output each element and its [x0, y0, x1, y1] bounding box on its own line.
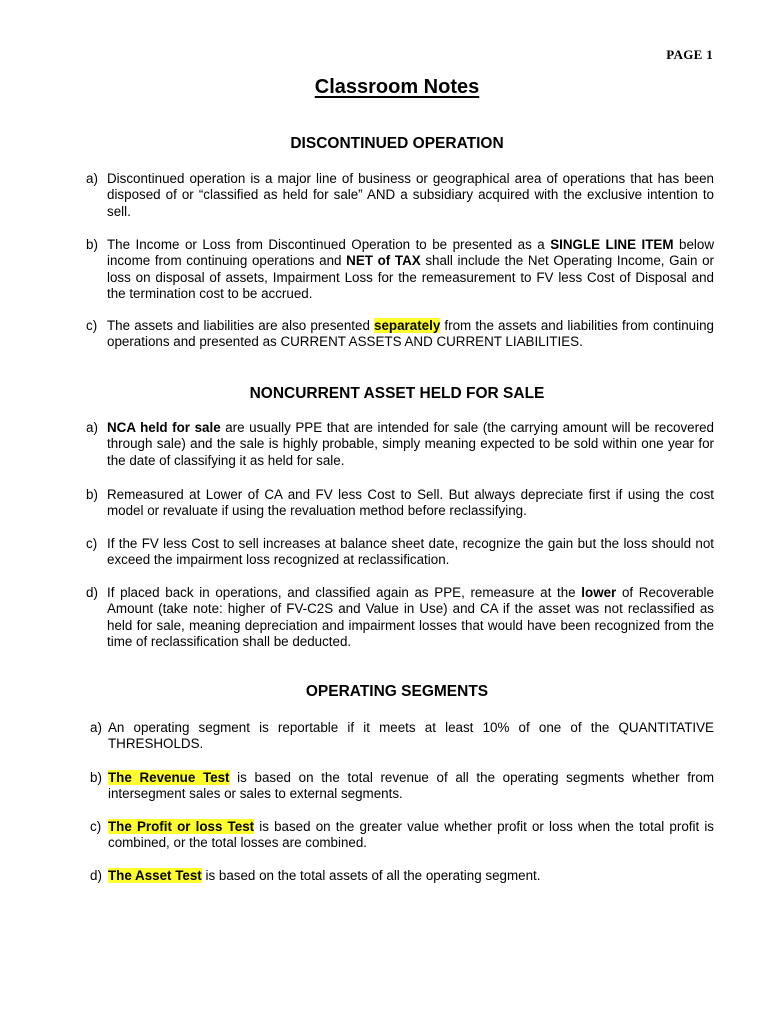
page-number: PAGE 1 — [666, 47, 713, 62]
item-label: c) — [90, 819, 102, 834]
text-run: Discontinued operation is a major line of business or geographical area of operations that has been disposed of or “classified as held for sale” AND a subsidiary acquired with the exclusive intention to sell. — [107, 171, 714, 219]
text-run: If the FV less Cost to sell increases at balance sheet date, recognize the gain but the loss should not exceed the impairment loss recognized at reclassification. — [107, 536, 714, 568]
item-text — [107, 487, 714, 520]
text-run: The Income or Loss from Discontinued Operation to be presented as a — [107, 237, 551, 252]
text-run: below income from continuing operations and — [107, 237, 714, 269]
text-run: of Recoverable Amount (take note: higher of FV-C2S and Value in Use) and CA if the asset was not reclassified as held for sale, meaning depreciation and impairment losses that would have been recognized from the time of reclassification shall be deducted. — [107, 585, 714, 650]
list-item — [86, 318, 714, 351]
text-run: Remeasured at Lower of CA and FV less Cost to Sell. But always depreciate first if using the cost model or revaluate if using the revaluation method before reclassifying. — [107, 487, 714, 519]
list-item — [90, 868, 714, 884]
item-text — [107, 420, 714, 469]
list-item — [90, 770, 714, 803]
item-label: b) — [86, 237, 98, 252]
item-text — [108, 868, 714, 884]
item-label: d) — [86, 585, 98, 600]
item-label: c) — [86, 536, 98, 551]
list-item — [90, 819, 714, 852]
bold-text: NET of TAX — [346, 253, 421, 269]
list-item — [90, 720, 714, 753]
highlighted-text: The Revenue Test — [108, 770, 230, 785]
text-run: shall include the Net Operating Income, Gain or loss on disposal of assets, Impairment Loss for the remeasurement to FV less Cost of Disposal and the termination cost to be accrued. — [107, 253, 714, 302]
page-title: Classroom Notes — [314, 76, 480, 98]
text-run: are usually PPE that are intended for sale (the carrying amount will be recovered through sale) and the sale is highly probable, simply meaning expected to be sold within one year for the date of classifying it as held for sale. — [107, 420, 714, 468]
text-run: is based on the total revenue of all the operating segments whether from intersegment sales or sales to external segments. — [108, 770, 714, 802]
item-label: d) — [90, 868, 102, 883]
section-heading-operating-segments: OPERATING SEGMENTS — [305, 683, 489, 700]
item-label: b) — [86, 487, 98, 502]
list-item — [86, 536, 714, 569]
item-text — [108, 720, 714, 753]
item-label: b) — [90, 770, 102, 785]
list-item — [86, 420, 714, 469]
section-heading-discontinued-operation: DISCONTINUED OPERATION — [290, 135, 504, 152]
text-run: from the assets and liabilities from continuing operations and presented as CURRENT ASSETS AND CURRENT LIABILITIES. — [107, 318, 714, 350]
item-label: c) — [86, 318, 98, 333]
highlighted-text: separately — [374, 318, 441, 333]
text-run: An operating segment is reportable if it meets at least 10% of one of the QUANTITATIVE THRESHOLDS. — [108, 720, 714, 752]
bold-text: NCA held for sale — [107, 420, 221, 435]
item-label: a) — [90, 720, 102, 735]
text-run: The assets and liabilities are also presented — [107, 318, 375, 333]
list-item — [86, 237, 714, 303]
bold-text: SINGLE LINE ITEM — [550, 237, 674, 252]
item-text — [107, 237, 714, 303]
item-label: a) — [86, 171, 98, 186]
item-text — [107, 536, 714, 569]
bold-text: lower — [581, 585, 617, 600]
text-run: is based on the greater value whether profit or loss when the total profit is combined, or the total losses are combined. — [108, 819, 714, 851]
section-heading-noncurrent-asset-held-for-sale: NONCURRENT ASSET HELD FOR SALE — [249, 385, 545, 402]
highlighted-text: The Asset Test — [108, 868, 202, 883]
text-run: is based on the total assets of all the operating segment. — [201, 868, 541, 883]
item-text — [107, 585, 714, 651]
list-item — [86, 487, 714, 520]
item-text — [108, 819, 714, 852]
text-run: If placed back in operations, and classified again as PPE, remeasure at the — [107, 585, 582, 600]
item-text — [107, 171, 714, 220]
list-item — [86, 585, 714, 651]
item-text — [108, 770, 714, 803]
item-text — [107, 318, 714, 351]
item-label: a) — [86, 420, 98, 435]
list-item — [86, 171, 714, 220]
highlighted-text: The Profit or loss Test — [108, 819, 255, 834]
